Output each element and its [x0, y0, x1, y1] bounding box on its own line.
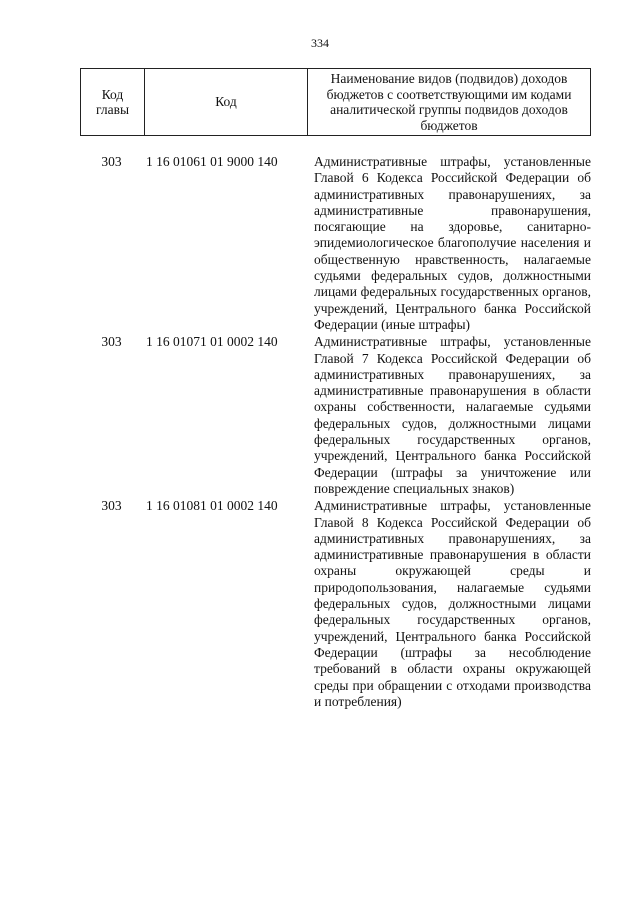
table-row — [80, 334, 591, 498]
code-cell: 1 16 01071 01 0002 140 — [146, 334, 278, 350]
table-row — [80, 154, 591, 334]
chapter-code-cell: 303 — [101, 498, 122, 514]
code-cell: 1 16 01081 01 0002 140 — [146, 498, 278, 514]
header-name: Наименование видов (подвидов) доходов бюджетов с соответствующими им кодами аналитической группы подвидов доходов бюджетов — [308, 69, 591, 136]
header-chapter-code: Код главы — [81, 69, 145, 136]
chapter-code-cell: 303 — [101, 154, 122, 169]
page-number: 334 — [311, 36, 329, 50]
income-codes-table — [80, 154, 591, 711]
code-cell: 1 16 01061 01 9000 140 — [146, 154, 278, 169]
description-cell: Административные штрафы, установленные Главой 7 Кодекса Российской Федерации об административных правонарушениях, за административные правонарушения в области охраны собственности, налагаемые судьями федеральных судов, должностными лицами федеральных государственных органов, учреждений, Центрального банка Российской Федерации (штрафы за уничтожение или повреждение специальных знаков) — [314, 334, 591, 496]
description-cell: Административные штрафы, установленные Главой 8 Кодекса Российской Федерации об административных правонарушениях, за административные правонарушения в области охраны окружающей среды и природопользования, налагаемые судьями федеральных судов, должностными лицами федеральных государственных органов, учреждений, Центрального банка Российской Федерации (штрафы за несоблюдение требований в области охраны окружающей среды при обращении с отходами производства и потребления) — [314, 498, 591, 709]
header-code: Код — [145, 69, 308, 136]
chapter-code-cell: 303 — [101, 334, 122, 350]
table-header — [80, 68, 591, 136]
description-cell: Административные штрафы, установленные Главой 6 Кодекса Российской Федерации об административных правонарушениях, за административные правонарушения, посягающие на здоровье, санитарно-эпидемиологическое благополучие населения и общественную нравственность, налагаемые судьями федеральных судов, должностными лицами федеральных государственных органов, учреждений, Центрального банка Российской Федерации (иные штрафы) — [314, 154, 591, 332]
table-row — [80, 498, 591, 711]
